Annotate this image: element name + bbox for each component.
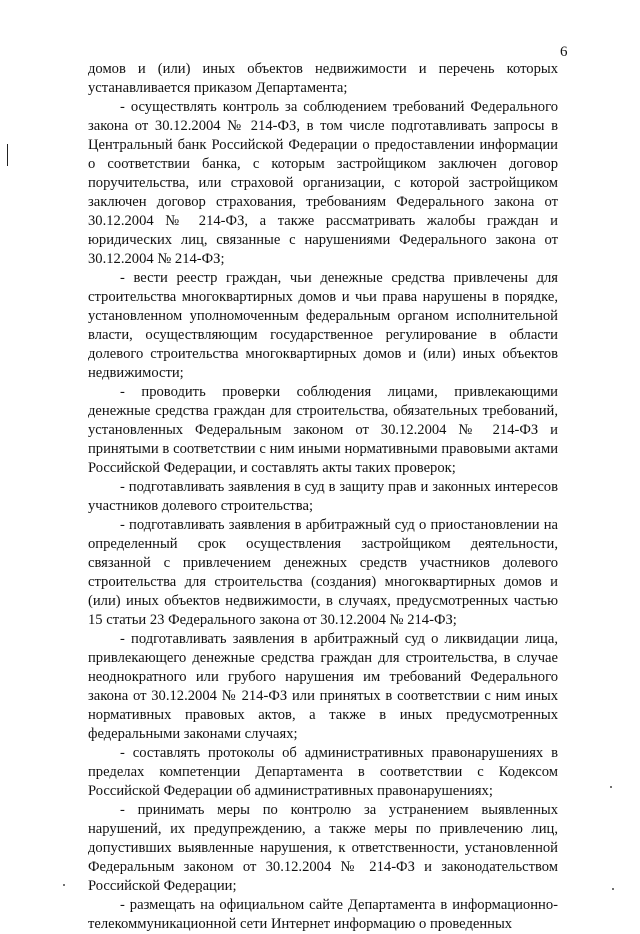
list-item-liquidation-claims: - подготавливать заявления в арбитражный суд о ликвидации лица, привлекающего денежные средства граждан для строительства, в случае неоднократного или грубого нарушения им требований Федерального закона от 30.12.2004 № 214-ФЗ или принятых в соответствии с ним иных нормативных правовых актов, а также в иных предусмотренных федеральными законами случаях; (88, 631, 558, 742)
list-item-remediation-measures: - принимать меры по контролю за устранением выявленных нарушений, их предупреждению, а также меры по привлечению лиц, допустивших выявленные нарушения, к ответственности, установленной Федеральным законом от 30.12.2004 № 214-ФЗ и законодательством Российской Федерации; (88, 802, 558, 894)
scan-speck (63, 884, 65, 886)
list-item-inspections: - проводить проверки соблюдения лицами, привлекающими денежные средства граждан для строительства, обязательных требований, установленных Федеральным законом от 30.12.2004 № 214-ФЗ и принятыми в соответствии с ним иными нормативными правовыми актами Российской Федерации, и составлять акты таких проверок; (88, 384, 558, 476)
list-item-suspension-claims: - подготавливать заявления в арбитражный суд о приостановлении на определенный срок осуществления застройщиком деятельности, связанной с привлечением денежных средств участников долевого строительства для строительства (создания) многоквартирных домов и (или) иных объектов недвижимости, в случаях, предусмотренных частью 15 статьи 23 Федерального закона от 30.12.2004 № 214-ФЗ; (88, 517, 558, 628)
list-item-protocols: - составлять протоколы об административных правонарушениях в пределах компетенции Департамента в соответствии с Кодексом Российской Федерации об административных правонарушениях; (88, 745, 558, 799)
list-item-publishing: - размещать на официальном сайте Департамента в информационно-телекоммуникационной сети Интернет информацию о проведенных (88, 897, 558, 932)
list-item-court-claims: - подготавливать заявления в суд в защиту прав и законных интересов участников долевого строительства; (88, 479, 558, 514)
paragraph-continuation: домов и (или) иных объектов недвижимости и перечень которых устанавливается приказом Департамента; (88, 61, 558, 96)
page-number: 6 (560, 44, 568, 60)
scan-artifact-mark (7, 144, 8, 166)
list-item-registry-citizens: - вести реестр граждан, чьи денежные средства привлечены для строительства многоквартирных домов и чьи права нарушены в порядке, установленном уполномоченным федеральным органом исполнительной власти, осуществляющим государственное регулирование в области долевого строительства многоквартирных домов и (или) иных объектов недвижимости; (88, 270, 558, 381)
scan-speck (612, 888, 614, 890)
list-item-control-compliance: - осуществлять контроль за соблюдением требований Федерального закона от 30.12.2004 № 214-ФЗ, в том числе подготавливать запросы в Центральный банк Российской Федерации о предоставлении информации о соответствии банка, с которым застройщиком заключен договор поручительства, или страховой организации, с которой застройщиком заключен договор страхования, требованиям Федерального закона от 30.12.2004 № 214-ФЗ, а также рассматривать жалобы граждан и юридических лиц, связанные с нарушениями Федерального закона от 30.12.2004 № 214-ФЗ; (88, 99, 558, 267)
scan-speck (610, 786, 612, 788)
document-body (88, 60, 558, 934)
